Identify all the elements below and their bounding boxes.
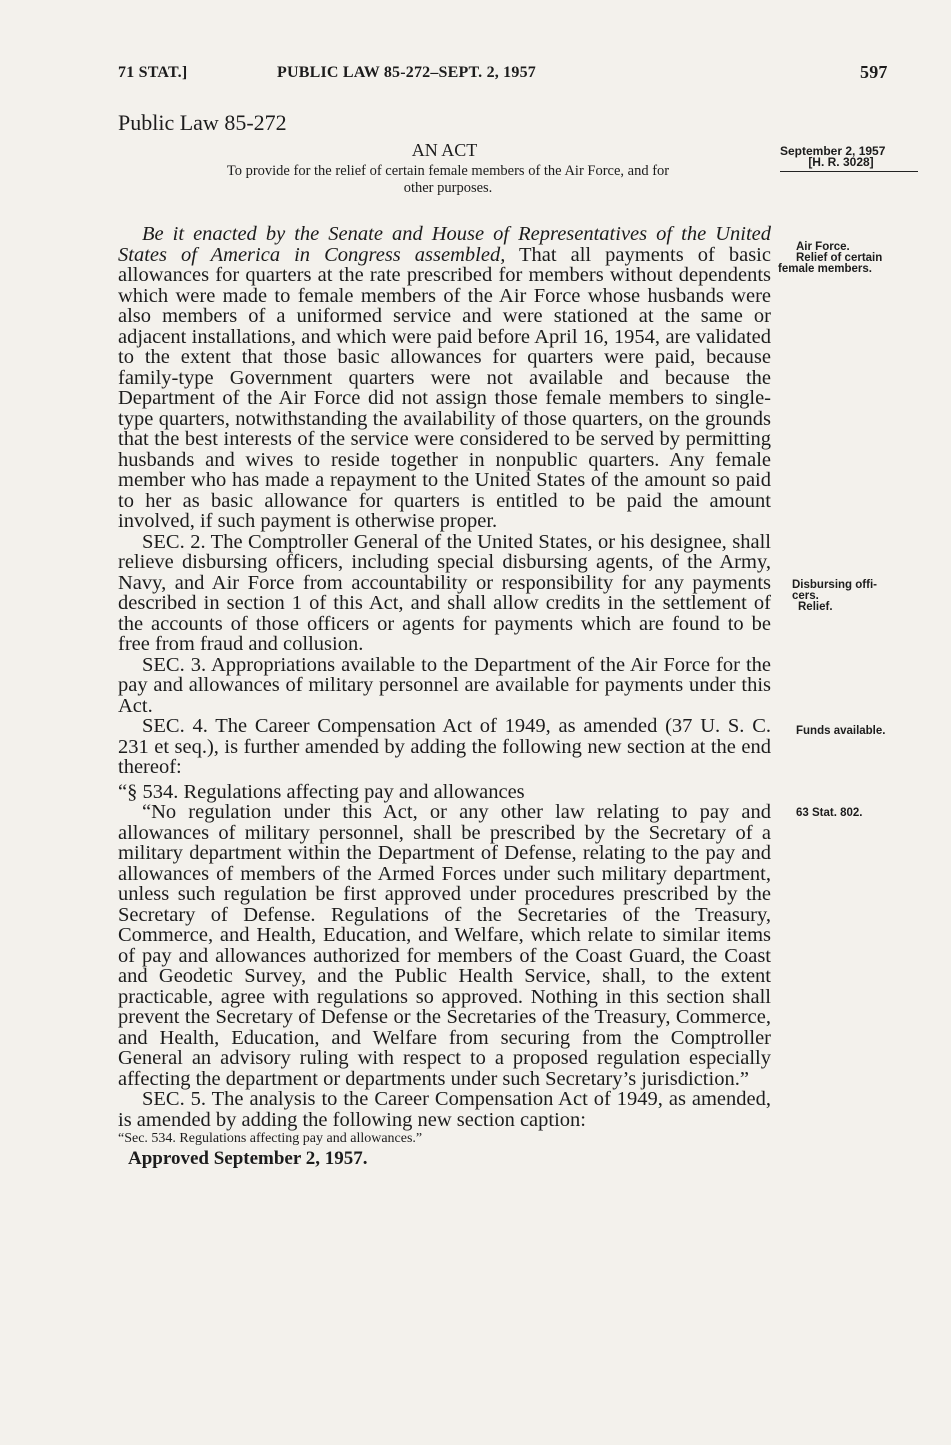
section-5-caption: “Sec. 534. Regulations affecting pay and allowances.” xyxy=(118,1131,423,1146)
enacting-clause: Be it enacted by the Senate and House of Representatives of the United States of America in Congress assembled, xyxy=(118,223,771,266)
running-title: PUBLIC LAW 85-272–SEPT. 2, 1957 xyxy=(277,64,536,81)
act-purpose-line2: other purposes. xyxy=(403,180,493,196)
section-534-heading: “§ 534. Regulations affecting pay and allowances xyxy=(118,780,525,803)
law-title: Public Law 85-272 xyxy=(118,110,287,135)
margin-note2-line2: cers. xyxy=(792,590,819,602)
act-purpose-line1: To provide for the relief of certain female members of the Air Force, and for xyxy=(226,163,670,179)
margin-note-disbursing xyxy=(792,580,932,613)
act-body xyxy=(118,224,771,1170)
margin-note1-line2: Relief of certain xyxy=(796,252,883,264)
page-number: 597 xyxy=(860,62,888,82)
margin-note2-line3: Relief. xyxy=(798,601,833,613)
act-heading: AN ACT xyxy=(411,140,478,160)
margin-bill: [H. R. 3028] xyxy=(808,155,874,169)
margin-note-stat: 63 Stat. 802. xyxy=(796,807,863,819)
section-1 xyxy=(118,224,771,532)
act-purpose xyxy=(118,163,778,197)
margin-date: September 2, 1957 xyxy=(780,144,886,158)
margin-rule xyxy=(780,171,918,172)
stat-label: 71 STAT.] xyxy=(118,64,188,81)
section-534-text: “No regulation under this Act, or any other law relating to pay and allowances of military personnel, shall be prescribed by the Secretary of a military department within the Department of Defense, relating to the pay and allowances of members of the Armed Forces under such military department, unless such regulation be first approved under procedures prescribed by the Secretary of Defense. Regulations of the Secretaries of the Treasury, Commerce, and Health, Education, and Welfare, which relate to similar items of pay and allowances authorized for members of the Coast Guard, the Coast and Geodetic Survey, and the Public Health Service, shall, to the extent practicable, agree with regulations so approved. Nothing in this section shall prevent the Secretary of Defense or the Secretaries of the Treasury, Commerce, and Health, Education, and Welfare from securing from the Comptroller General an advisory ruling with respect to a proposed regulation especially affecting the department or departments under such Secretary’s jurisdiction.” xyxy=(118,801,771,1090)
section-3: SEC. 3. Appropriations available to the Department of the Air Force for the pay and allowances of military personnel are available for payments under this Act. xyxy=(118,653,771,717)
section-5: SEC. 5. The analysis to the Career Compensation Act of 1949, as amended, is amended by adding the following new section caption: xyxy=(118,1088,771,1131)
section-4: SEC. 4. The Career Compensation Act of 1949, as amended (37 U. S. C. 231 et seq.), is further amended by adding the following new section at the end thereof: xyxy=(118,715,771,778)
margin-note2-line1: Disbursing offi- xyxy=(792,579,877,591)
margin-date-block xyxy=(780,146,920,172)
section-2: SEC. 2. The Comptroller General of the United States, or his designee, shall relieve disbursing officers, including special disbursing agents, of the Army, Navy, and Air Force from accountability or responsibility for any payments described in section 1 of this Act, and shall allow credits in the settlement of the accounts of those officers or agents for payments which are found to be free from fraud and collusion. xyxy=(118,530,771,655)
approved-line: Approved September 2, 1957. xyxy=(128,1148,368,1169)
margin-note-air-force xyxy=(778,242,938,275)
section-1-text: That all payments of basic allowances for quarters at the rate prescribed for members without dependents which were made to female members of the Air Force whose husbands were also members of a uniformed service and were stationed at the same or adjacent installations, and which were paid before April 16, 1954, are validated to the extent that those basic allowances for quarters were paid, because family-type Government quarters were not available and because the Department of the Air Force did not assign those female members to single-type quarters, notwithstanding the availability of those quarters, on the grounds that the best interests of the service were considered to be served by permitting husbands and wives to reside together in nonpublic quarters. Any female member who has made a repayment to the United States of the amount so paid to her as basic allowance for quarters is entitled to be paid the amount involved, if such payment is otherwise proper. xyxy=(118,243,771,532)
margin-note1-line3: female members. xyxy=(778,263,872,275)
margin-note1-line1: Air Force. xyxy=(796,241,850,253)
margin-note-funds: Funds available. xyxy=(796,725,886,737)
